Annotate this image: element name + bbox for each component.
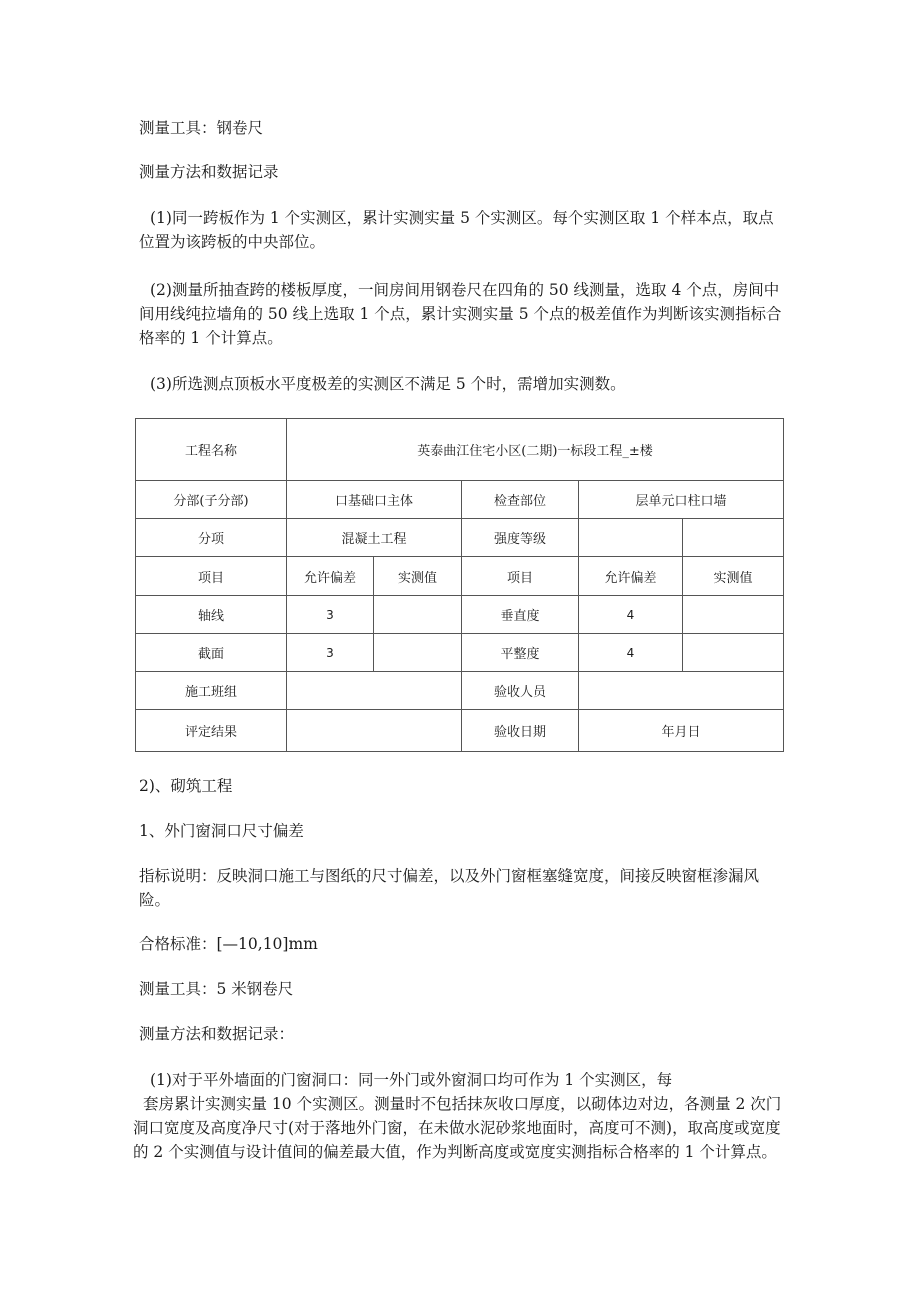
row-item: 截面 xyxy=(136,634,287,672)
row-allow: 3 xyxy=(287,596,374,634)
header-allow: 允许偏差 xyxy=(287,557,374,596)
row-allow-right: 4 xyxy=(579,596,683,634)
indicator-description: 指标说明：反映洞口施工与图纸的尺寸偏差，以及外门窗框塞缝宽度，间接反映窗框渗漏风险。 xyxy=(139,867,760,909)
division-value: 口基础口主体 xyxy=(287,481,462,519)
row-measured-cell-right xyxy=(683,596,784,634)
strength-extra-cell xyxy=(683,519,784,557)
team-label: 施工班组 xyxy=(136,672,287,710)
table-row xyxy=(136,634,784,672)
strength-label: 强度等级 xyxy=(462,519,579,557)
method-item-1-line1: (1)对于平外墙面的门窗洞口：同一外门或外窗洞口均可作为 1 个实测区，每 xyxy=(150,1071,673,1089)
tool-line: 测量工具：钢卷尺 xyxy=(139,119,264,137)
check-part-label: 检查部位 xyxy=(462,481,579,519)
method-item-3: (3)所选测点顶板水平度极差的实测区不满足 5 个时，需增加实测数。 xyxy=(150,375,626,393)
team-value-cell xyxy=(287,672,462,710)
table-row xyxy=(136,596,784,634)
row-measured-cell xyxy=(374,634,462,672)
method-item-2: (2)测量所抽查跨的楼板厚度，一间房间用钢卷尺在四角的 50 线测量，选取 4 个点，房间中间用线纯拉墙角的 50 线上选取 1 个点，累计实测实量 5 个点的极差值作为判断该实测指标合格率的 1 个计算点。 xyxy=(139,281,782,347)
row-measured-cell-right xyxy=(683,634,784,672)
method-item-1: (1)同一跨板作为 1 个实测区，累计实测实量 5 个实测区。每个实测区取 1 个样本点，取点位置为该跨板的中央部位。 xyxy=(139,209,774,251)
check-part-value: 层单元口柱口墙 xyxy=(579,481,784,519)
row-allow: 3 xyxy=(287,634,374,672)
row-allow-right: 4 xyxy=(579,634,683,672)
inspector-label: 验收人员 xyxy=(462,672,579,710)
division-label: 分部(子分部) xyxy=(136,481,287,519)
strength-value-cell xyxy=(579,519,683,557)
header-measured-right: 实测值 xyxy=(683,557,784,596)
row-item-right: 平整度 xyxy=(462,634,579,672)
header-allow-right: 允许偏差 xyxy=(579,557,683,596)
project-name-label: 工程名称 xyxy=(136,419,287,481)
header-item-right: 项目 xyxy=(462,557,579,596)
date-value: 年月日 xyxy=(579,710,784,752)
row-measured-cell xyxy=(374,596,462,634)
date-label: 验收日期 xyxy=(462,710,579,752)
row-item-right: 垂直度 xyxy=(462,596,579,634)
subitem-label: 分项 xyxy=(136,519,287,557)
row-item: 轴线 xyxy=(136,596,287,634)
inspector-value-cell xyxy=(579,672,784,710)
method-title: 测量方法和数据记录 xyxy=(139,163,279,181)
header-measured: 实测值 xyxy=(374,557,462,596)
result-label: 评定结果 xyxy=(136,710,287,752)
method-item-1-rest: 套房累计实测实量 10 个实测区。测量时不包括抹灰收口厚度，以砌体边对边，各测量 2 次门洞口宽度及高度净尺寸(对于落地外门窗，在未做水泥砂浆地面时，高度可不测)，取高度或宽度的 2 个实测值与设计值间的偏差最大值，作为判断高度或宽度实测指标合格率的 1 个计算点。 xyxy=(133,1095,782,1161)
measuring-tool: 测量工具：5 米钢卷尺 xyxy=(139,980,294,998)
qualification-standard: 合格标准：[—10,10]mm xyxy=(139,935,318,953)
method-title-2: 测量方法和数据记录： xyxy=(139,1025,295,1043)
result-value-cell xyxy=(287,710,462,752)
header-item: 项目 xyxy=(136,557,287,596)
project-name-value: 英泰曲江住宅小区(二期)一标段工程_±楼 xyxy=(287,419,784,481)
section-heading: 2)、砌筑工程 xyxy=(139,777,233,795)
inspection-table xyxy=(135,418,784,752)
subsection-heading: 1、外门窗洞口尺寸偏差 xyxy=(139,822,304,840)
subitem-value: 混凝土工程 xyxy=(287,519,462,557)
